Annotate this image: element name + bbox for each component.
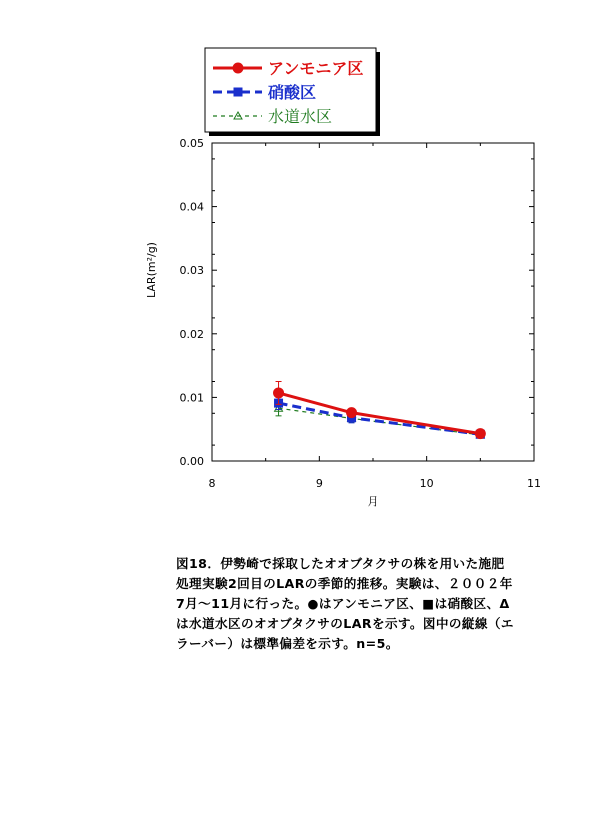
series-line (279, 393, 481, 434)
x-axis-label: 月 (367, 495, 379, 508)
plot-frame (212, 143, 534, 461)
y-tick-label: 0.00 (179, 455, 204, 468)
legend-label: 水道水区 (268, 107, 333, 126)
x-tick-label: 8 (208, 477, 216, 490)
y-tick-label: 0.04 (179, 200, 204, 214)
legend-label: 硝酸区 (268, 83, 317, 102)
legend-marker (233, 63, 244, 74)
x-tick-label: 11 (527, 477, 541, 490)
x-tick-label: 10 (419, 477, 434, 490)
figure-caption: 図18．伊勢崎で採取したオオブタクサの株を用いた施肥 処理実験2回目のLARの季節的推移。実験は、２００２年 7月～11月に行った。●はアンモニア区、■は硝酸区、Δ は水道水区のオオブタクサのLARを示す。図中の縦線（エ ラーバー）は標準偏差を示す。n=5。 (176, 556, 514, 651)
y-tick-label: 0.01 (179, 391, 204, 405)
y-axis-label: LAR(m²/g) (145, 242, 158, 298)
data-point (475, 428, 486, 439)
legend-marker (234, 88, 243, 97)
data-point (273, 387, 284, 398)
legend-label: アンモニア区 (268, 59, 364, 78)
y-tick-label: 0.02 (179, 327, 204, 341)
legend (205, 48, 380, 136)
plot-area (180, 137, 542, 490)
data-point (346, 407, 357, 418)
x-tick-label: 9 (315, 477, 323, 490)
y-tick-label: 0.03 (179, 264, 204, 278)
y-tick-label: 0.05 (179, 137, 204, 150)
